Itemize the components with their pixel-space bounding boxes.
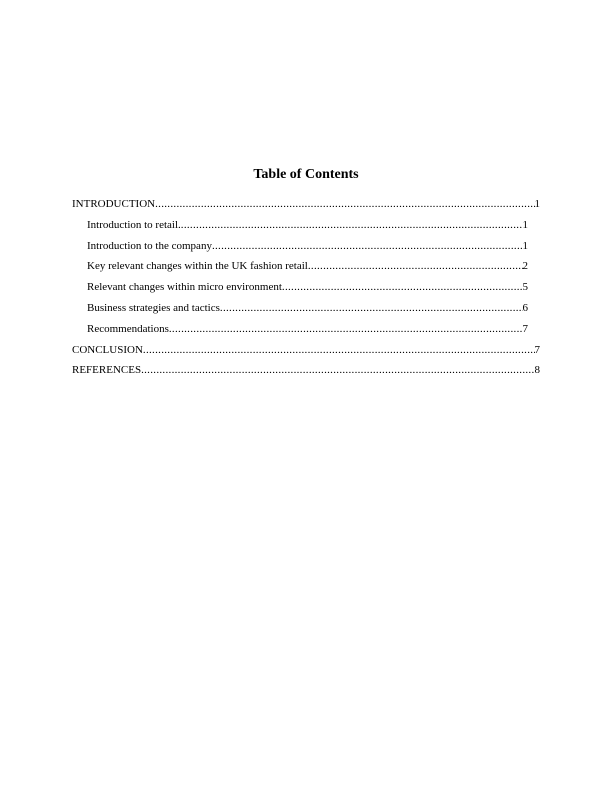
toc-entry-page: 7 [534,343,540,356]
toc-entry-label: Key relevant changes within the UK fashion retail [87,260,308,273]
toc-entry-key-relevant-changes[interactable] [72,259,528,280]
dot-leader [143,343,535,357]
toc-entry-page: 1 [522,218,528,231]
dot-leader [169,322,523,336]
toc-entry-label: CONCLUSION [72,343,143,356]
toc-entry-introduction-to-company[interactable] [72,239,528,260]
toc-entry-label: Relevant changes within micro environment [87,281,282,294]
toc-entry-page: 7 [522,322,528,335]
toc-entry-page: 1 [534,198,540,210]
dot-leader [308,259,523,273]
toc-list [72,197,542,384]
dot-leader [181,218,523,232]
toc-entry-page: 5 [522,281,528,294]
toc-entry-page: 6 [522,301,528,314]
toc-entry-references[interactable] [72,363,540,384]
toc-entry-label: REFERENCES [72,364,142,377]
dot-leader [212,239,523,253]
toc-entry-label: Introduction to the company [87,239,212,252]
toc-entry-introduction-to-retail[interactable] [72,218,528,239]
toc-entry-page: 2 [522,260,528,273]
dot-leader [282,280,523,294]
toc-entry-introduction[interactable] [72,197,540,218]
toc-entry-page: 1 [522,239,528,252]
toc-entry-business-strategies[interactable] [72,301,528,322]
toc-entry-label: Business strategies and tactics [87,301,220,314]
toc-entry-conclusion[interactable] [72,343,540,364]
dot-leader [220,301,523,315]
toc-entry-micro-environment[interactable] [72,280,528,301]
toc-entry-recommendations[interactable] [72,322,528,343]
toc-entry-page: 8 [534,364,540,377]
toc-title: Table of Contents [253,167,359,182]
toc-entry-label: Recommendations [87,322,169,335]
toc-entry-label: Introduction to retail. [87,218,181,231]
dot-leader [155,197,534,211]
toc-entry-label: INTRODUCTION [72,198,156,210]
dot-leader [141,363,534,377]
